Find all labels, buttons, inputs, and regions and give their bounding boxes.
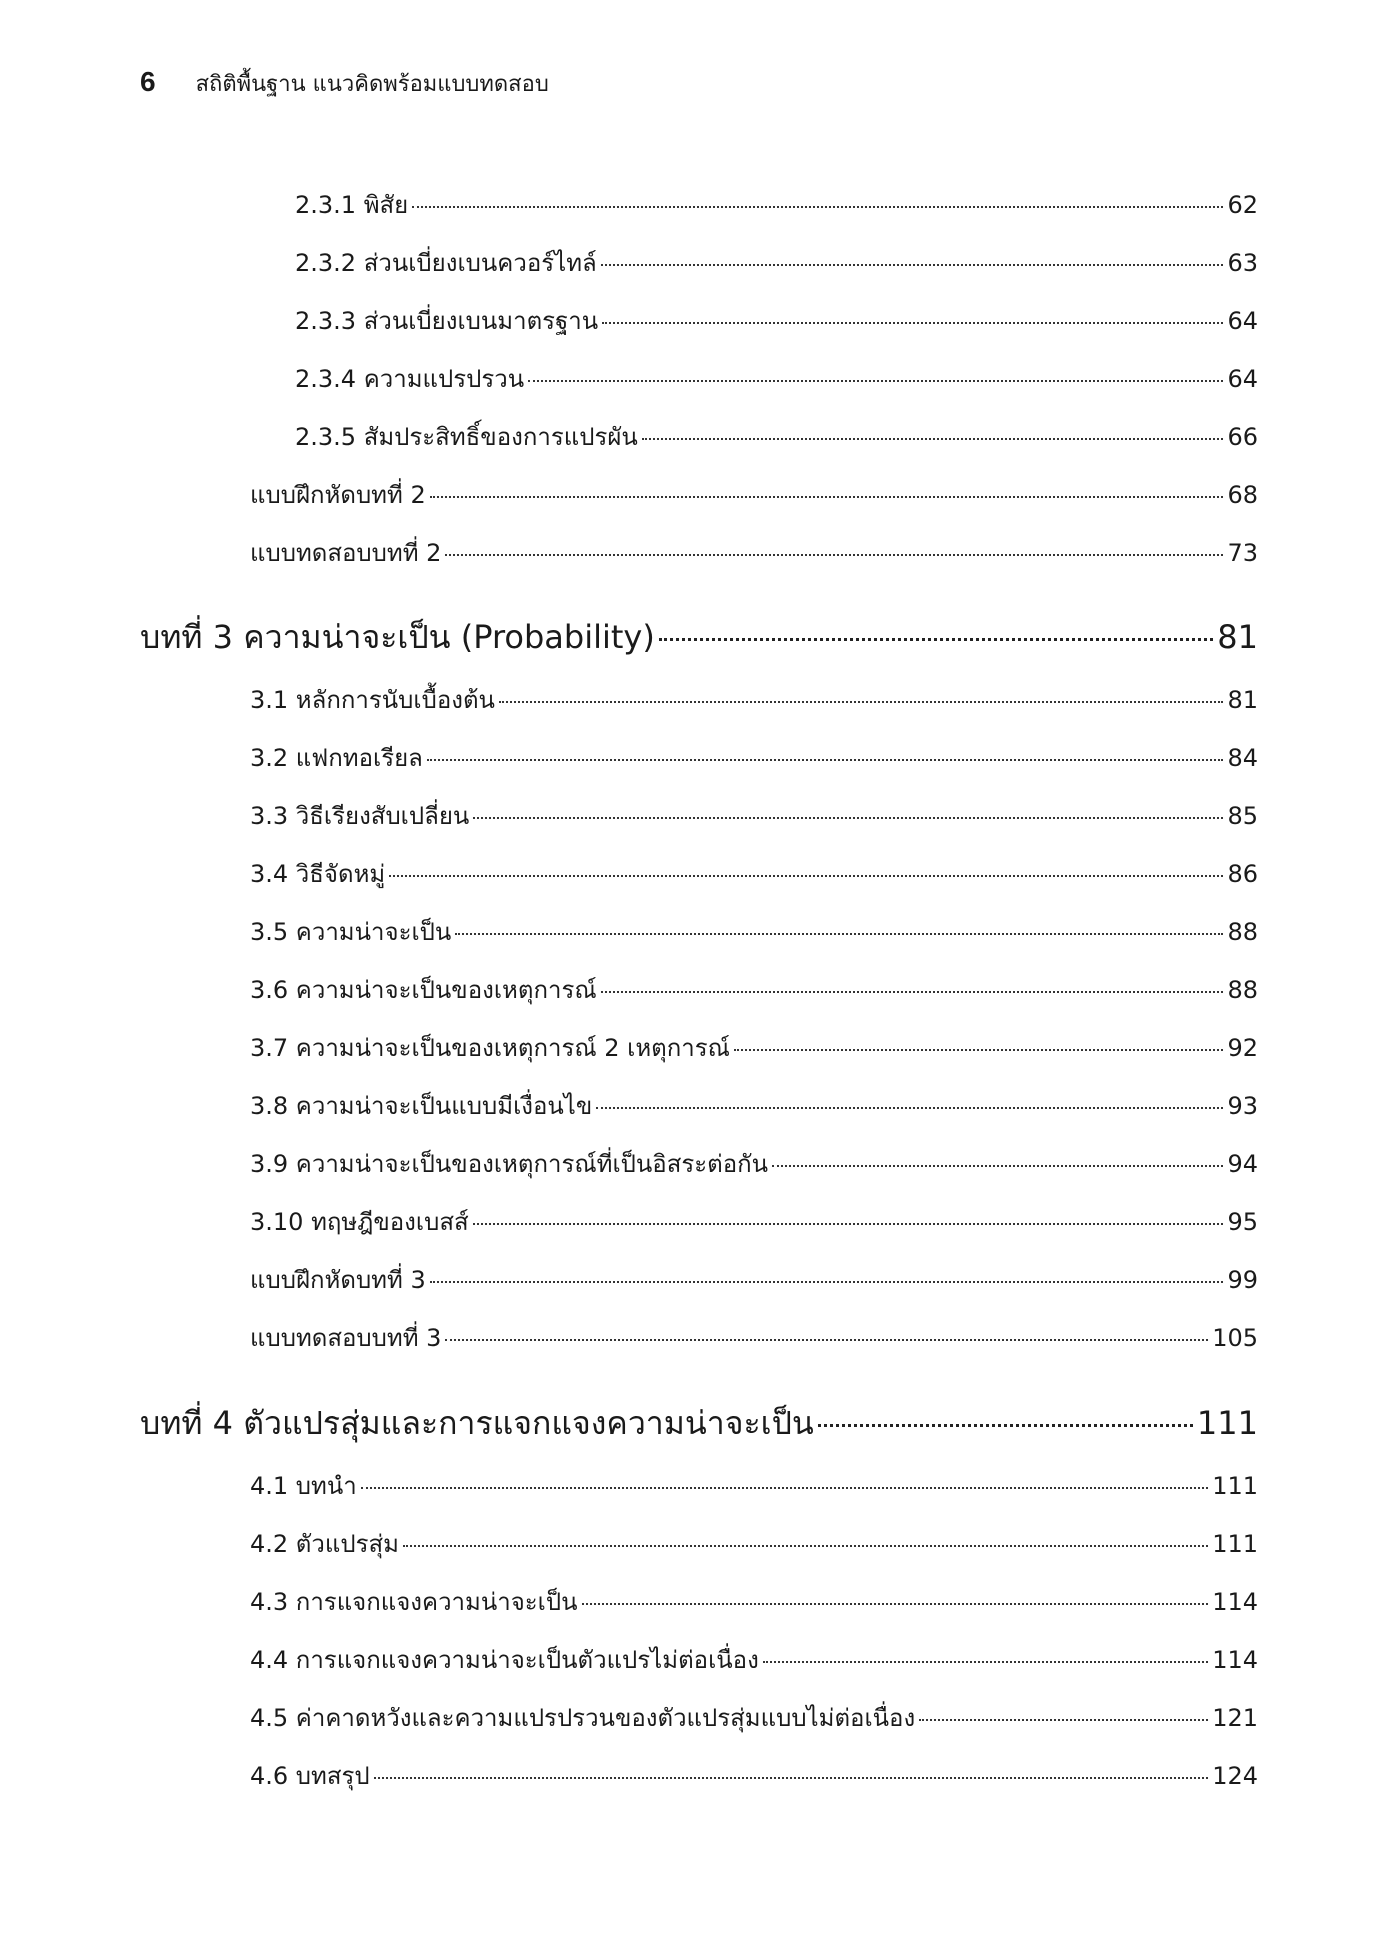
toc-entry-label: 4.3 การแจกแจงความน่าจะเป็น bbox=[250, 1588, 578, 1616]
dot-leader bbox=[734, 1049, 1224, 1051]
toc-entry-page: 124 bbox=[1212, 1762, 1258, 1790]
toc-entry-label: 3.1 หลักการนับเบื้องต้น bbox=[250, 686, 495, 714]
dot-leader bbox=[582, 1603, 1209, 1605]
toc-entry-page: 114 bbox=[1212, 1646, 1258, 1674]
toc-entry[interactable] bbox=[250, 1318, 1258, 1357]
toc-entry-label: 2.3.3 ส่วนเบี่ยงเบนมาตรฐาน bbox=[295, 307, 599, 335]
toc-entry[interactable] bbox=[250, 970, 1258, 1009]
toc-entry-page: 64 bbox=[1227, 365, 1258, 393]
dot-leader bbox=[596, 1107, 1223, 1109]
toc-entry[interactable] bbox=[250, 680, 1258, 719]
toc-entry-page: 94 bbox=[1227, 1150, 1258, 1178]
toc-entry[interactable] bbox=[295, 243, 1258, 282]
toc-entry-page: 86 bbox=[1227, 860, 1258, 888]
toc-entry-page: 121 bbox=[1212, 1704, 1258, 1732]
toc-entry-label: 4.2 ตัวแปรสุ่ม bbox=[250, 1530, 399, 1558]
dot-leader bbox=[818, 1424, 1193, 1427]
toc-entry[interactable] bbox=[250, 1466, 1258, 1505]
toc-entry-label: 3.8 ความน่าจะเป็นแบบมีเงื่อนไข bbox=[250, 1092, 593, 1120]
toc-entry-page: 62 bbox=[1227, 191, 1258, 219]
toc-entry-label: แบบทดสอบบทที่ 2 bbox=[250, 539, 442, 567]
toc-entry-label: 2.3.5 สัมประสิทธิ์ของการแปรผัน bbox=[295, 423, 638, 451]
toc-entry-label: 3.2 แฟกทอเรียล bbox=[250, 744, 423, 772]
toc-chapter-page: 81 bbox=[1217, 618, 1258, 656]
toc-entry[interactable] bbox=[295, 417, 1258, 456]
dot-leader bbox=[919, 1719, 1208, 1721]
dot-leader bbox=[430, 496, 1224, 498]
toc-entry-label: 2.3.2 ส่วนเบี่ยงเบนควอร์ไทล์ bbox=[295, 249, 597, 277]
dot-leader bbox=[473, 1223, 1224, 1225]
toc-entry-label: 3.6 ความน่าจะเป็นของเหตุการณ์ bbox=[250, 976, 597, 1004]
page-number: 6 bbox=[140, 66, 156, 97]
toc-entry-label: แบบทดสอบบทที่ 3 bbox=[250, 1324, 442, 1352]
dot-leader bbox=[601, 991, 1224, 993]
toc-entry-label: แบบฝึกหัดบทที่ 2 bbox=[250, 481, 426, 509]
book-title: สถิติพื้นฐาน แนวคิดพร้อมแบบทดสอบ bbox=[195, 72, 549, 97]
dot-leader bbox=[412, 206, 1223, 208]
toc-entry-label: แบบฝึกหัดบทที่ 3 bbox=[250, 1266, 426, 1294]
dot-leader bbox=[374, 1777, 1209, 1779]
toc-entry-label: 4.6 บทสรุป bbox=[250, 1762, 370, 1790]
toc-entry-page: 63 bbox=[1227, 249, 1258, 277]
toc-entry[interactable] bbox=[250, 1260, 1258, 1299]
toc-chapter-label: บทที่ 3 ความน่าจะเป็น (Probability) bbox=[140, 618, 655, 656]
toc-chapter-page: 111 bbox=[1196, 1404, 1258, 1442]
toc-entry-page: 111 bbox=[1212, 1472, 1258, 1500]
dot-leader bbox=[445, 1339, 1208, 1341]
toc-entry[interactable] bbox=[250, 1582, 1258, 1621]
toc-entry-label: 3.4 วิธีจัดหมู่ bbox=[250, 860, 386, 888]
toc-entry[interactable] bbox=[250, 475, 1258, 514]
toc-entry-page: 88 bbox=[1227, 976, 1258, 1004]
toc-entry[interactable] bbox=[250, 1524, 1258, 1563]
page-header bbox=[140, 66, 549, 101]
toc-entry-page: 68 bbox=[1227, 481, 1258, 509]
dot-leader bbox=[445, 554, 1223, 556]
dot-leader bbox=[430, 1281, 1224, 1283]
toc-entry-page: 111 bbox=[1212, 1530, 1258, 1558]
toc-entry-page: 81 bbox=[1227, 686, 1258, 714]
toc-entry-label: 3.10 ทฤษฎีของเบสส์ bbox=[250, 1208, 469, 1236]
toc-entry[interactable] bbox=[250, 533, 1258, 572]
toc-entry-page: 92 bbox=[1227, 1034, 1258, 1062]
dot-leader bbox=[772, 1165, 1223, 1167]
toc-entry-label: 3.3 วิธีเรียงสับเปลี่ยน bbox=[250, 802, 470, 830]
toc-entry[interactable] bbox=[250, 1756, 1258, 1795]
toc-chapter-label: บทที่ 4 ตัวแปรสุ่มและการแจกแจงความน่าจะเป็น bbox=[140, 1404, 814, 1442]
dot-leader bbox=[427, 759, 1224, 761]
toc-entry-page: 99 bbox=[1227, 1266, 1258, 1294]
dot-leader bbox=[659, 638, 1213, 641]
toc-entry[interactable] bbox=[250, 1028, 1258, 1067]
toc-entry-label: 4.5 ค่าคาดหวังและความแปรปรวนของตัวแปรสุ่มแบบไม่ต่อเนื่อง bbox=[250, 1704, 916, 1732]
dot-leader bbox=[499, 701, 1223, 703]
toc-entry[interactable] bbox=[250, 738, 1258, 777]
toc-entry-label: 3.5 ความน่าจะเป็น bbox=[250, 918, 452, 946]
toc-entry[interactable] bbox=[295, 185, 1258, 224]
toc-entry-page: 64 bbox=[1227, 307, 1258, 335]
toc-entry[interactable] bbox=[250, 796, 1258, 835]
toc-entry-page: 66 bbox=[1227, 423, 1258, 451]
toc-entry-label: 3.7 ความน่าจะเป็นของเหตุการณ์ 2 เหตุการณ์ bbox=[250, 1034, 730, 1062]
dot-leader bbox=[528, 380, 1223, 382]
toc-entry-label: 4.4 การแจกแจงความน่าจะเป็นตัวแปรไม่ต่อเนื่อง bbox=[250, 1646, 759, 1674]
dot-leader bbox=[642, 438, 1224, 440]
dot-leader bbox=[455, 933, 1223, 935]
toc-entry[interactable] bbox=[295, 359, 1258, 398]
dot-leader bbox=[361, 1487, 1208, 1489]
toc-entry-page: 88 bbox=[1227, 918, 1258, 946]
toc-entry-page: 93 bbox=[1227, 1092, 1258, 1120]
toc-entry[interactable] bbox=[250, 1144, 1258, 1183]
dot-leader bbox=[473, 817, 1223, 819]
toc-entry-page: 85 bbox=[1227, 802, 1258, 830]
toc-entry[interactable] bbox=[250, 1202, 1258, 1241]
toc-chapter-4[interactable] bbox=[140, 1398, 1258, 1449]
toc-entry[interactable] bbox=[295, 301, 1258, 340]
toc-entry-page: 105 bbox=[1212, 1324, 1258, 1352]
toc-chapter-3[interactable] bbox=[140, 612, 1258, 663]
toc-entry-label: 2.3.1 พิสัย bbox=[295, 191, 409, 219]
toc-entry-page: 73 bbox=[1227, 539, 1258, 567]
toc-entry-page: 95 bbox=[1227, 1208, 1258, 1236]
toc-entry[interactable] bbox=[250, 1698, 1258, 1737]
dot-leader bbox=[403, 1545, 1208, 1547]
toc-entry[interactable] bbox=[250, 854, 1258, 893]
toc-entry[interactable] bbox=[250, 1086, 1258, 1125]
dot-leader bbox=[389, 875, 1223, 877]
toc-entry-page: 114 bbox=[1212, 1588, 1258, 1616]
toc-entry-label: 4.1 บทนำ bbox=[250, 1472, 357, 1500]
dot-leader bbox=[601, 264, 1224, 266]
dot-leader bbox=[763, 1661, 1208, 1663]
toc-entry[interactable] bbox=[250, 912, 1258, 951]
toc-entry-label: 2.3.4 ความแปรปรวน bbox=[295, 365, 525, 393]
dot-leader bbox=[602, 322, 1223, 324]
toc-entry-label: 3.9 ความน่าจะเป็นของเหตุการณ์ที่เป็นอิสระต่อกัน bbox=[250, 1150, 769, 1178]
toc-entry-page: 84 bbox=[1227, 744, 1258, 772]
toc-entry[interactable] bbox=[250, 1640, 1258, 1679]
